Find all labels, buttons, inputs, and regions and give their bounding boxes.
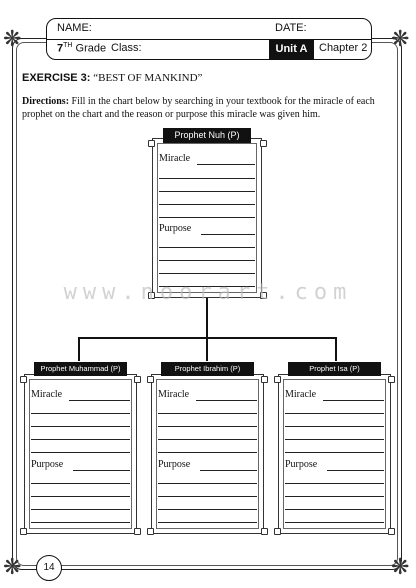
answer-line[interactable]: [327, 470, 384, 471]
answer-line[interactable]: [31, 452, 130, 453]
exercise-title: EXERCISE 3:: [22, 72, 91, 84]
answer-line[interactable]: [285, 439, 384, 440]
unit-badge: Unit A: [269, 39, 314, 59]
answer-line[interactable]: [31, 496, 130, 497]
answer-line[interactable]: [159, 178, 255, 179]
box-knob: [388, 528, 395, 535]
chapter-label: Chapter 2: [319, 42, 368, 54]
prophet-isa-title: Prophet Isa (P): [288, 362, 381, 376]
purpose-label: Purpose: [158, 459, 191, 470]
answer-line[interactable]: [196, 400, 257, 401]
box-inner: [156, 379, 259, 529]
box-knob: [134, 528, 141, 535]
answer-line[interactable]: [200, 470, 257, 471]
answer-line[interactable]: [158, 509, 257, 510]
box-inner: [283, 379, 386, 529]
answer-line[interactable]: [31, 439, 130, 440]
answer-line[interactable]: [158, 483, 257, 484]
name-label: NAME:: [57, 22, 92, 34]
answer-line[interactable]: [158, 496, 257, 497]
answer-line[interactable]: [158, 522, 257, 523]
miracle-label: Miracle: [285, 389, 317, 400]
box-inner: [29, 379, 132, 529]
grade-suffix: TH: [63, 42, 73, 49]
box-knob: [261, 528, 268, 535]
answer-line[interactable]: [159, 273, 255, 274]
answer-line[interactable]: [159, 191, 255, 192]
connector-middle: [206, 337, 208, 361]
answer-line[interactable]: [158, 452, 257, 453]
answer-line[interactable]: [31, 522, 130, 523]
answer-line[interactable]: [159, 260, 255, 261]
worksheet-header: [46, 18, 372, 60]
prophet-muhammad-box: [24, 374, 137, 534]
answer-line[interactable]: [285, 426, 384, 427]
miracle-label: Miracle: [31, 389, 63, 400]
box-knob: [147, 528, 154, 535]
ornament-bottom-left-icon: ❋: [3, 554, 22, 579]
header-row-name: [47, 19, 371, 40]
answer-line[interactable]: [159, 247, 255, 248]
header-row-grade: [47, 39, 371, 59]
grade-text: Grade: [75, 42, 107, 55]
answer-line[interactable]: [285, 496, 384, 497]
prophet-ibrahim-title: Prophet Ibrahim (P): [161, 362, 254, 376]
answer-line[interactable]: [285, 509, 384, 510]
answer-line[interactable]: [197, 164, 255, 165]
prophet-nuh-title: Prophet Nuh (P): [163, 128, 251, 143]
prophet-isa-box: [278, 374, 391, 534]
box-knob: [20, 376, 27, 383]
answer-line[interactable]: [31, 426, 130, 427]
date-label: DATE:: [275, 22, 307, 34]
answer-line[interactable]: [73, 470, 130, 471]
answer-line[interactable]: [285, 452, 384, 453]
exercise-heading: [22, 72, 202, 84]
answer-line[interactable]: [158, 439, 257, 440]
watermark: www.noorart.com: [63, 280, 353, 305]
box-knob: [260, 140, 267, 147]
exercise-subtitle: “BEST OF MANKIND”: [93, 72, 203, 84]
answer-line[interactable]: [285, 483, 384, 484]
purpose-label: Purpose: [31, 459, 64, 470]
box-inner: [157, 143, 257, 293]
ornament-top-right-icon: ❋: [391, 26, 410, 51]
directions: [22, 95, 398, 121]
page-number: 14: [36, 555, 62, 581]
answer-line[interactable]: [158, 426, 257, 427]
connector-right: [335, 337, 337, 361]
class-label: Class:: [111, 42, 142, 54]
answer-line[interactable]: [285, 522, 384, 523]
ornament-top-left-icon: ❋: [3, 26, 22, 51]
box-knob: [147, 376, 154, 383]
answer-line[interactable]: [31, 483, 130, 484]
box-knob: [148, 140, 155, 147]
box-knob: [20, 528, 27, 535]
ornament-bottom-right-icon: ❋: [391, 554, 410, 579]
directions-text: Fill in the chart below by searching in your textbook for the miracle of each prophet on the chart and the reason or purpose this miracle was given him.: [22, 96, 375, 120]
answer-line[interactable]: [285, 413, 384, 414]
answer-line[interactable]: [31, 509, 130, 510]
grade-label: [57, 42, 106, 55]
answer-line[interactable]: [69, 400, 130, 401]
miracle-label: Miracle: [158, 389, 190, 400]
purpose-label: Purpose: [159, 223, 192, 234]
miracle-label: Miracle: [159, 153, 191, 164]
answer-line[interactable]: [323, 400, 384, 401]
prophet-muhammad-title: Prophet Muhammad (P): [34, 362, 127, 376]
purpose-label: Purpose: [285, 459, 318, 470]
box-knob: [274, 376, 281, 383]
prophet-ibrahim-box: [151, 374, 264, 534]
answer-line[interactable]: [31, 413, 130, 414]
directions-label: Directions:: [22, 96, 70, 107]
grade-number: 7: [57, 42, 64, 55]
answer-line[interactable]: [201, 234, 255, 235]
connector-left: [78, 337, 80, 361]
box-knob: [388, 376, 395, 383]
answer-line[interactable]: [159, 217, 255, 218]
box-knob: [134, 376, 141, 383]
answer-line[interactable]: [159, 204, 255, 205]
box-knob: [274, 528, 281, 535]
box-knob: [261, 376, 268, 383]
answer-line[interactable]: [158, 413, 257, 414]
prophet-nuh-box: [152, 138, 262, 298]
